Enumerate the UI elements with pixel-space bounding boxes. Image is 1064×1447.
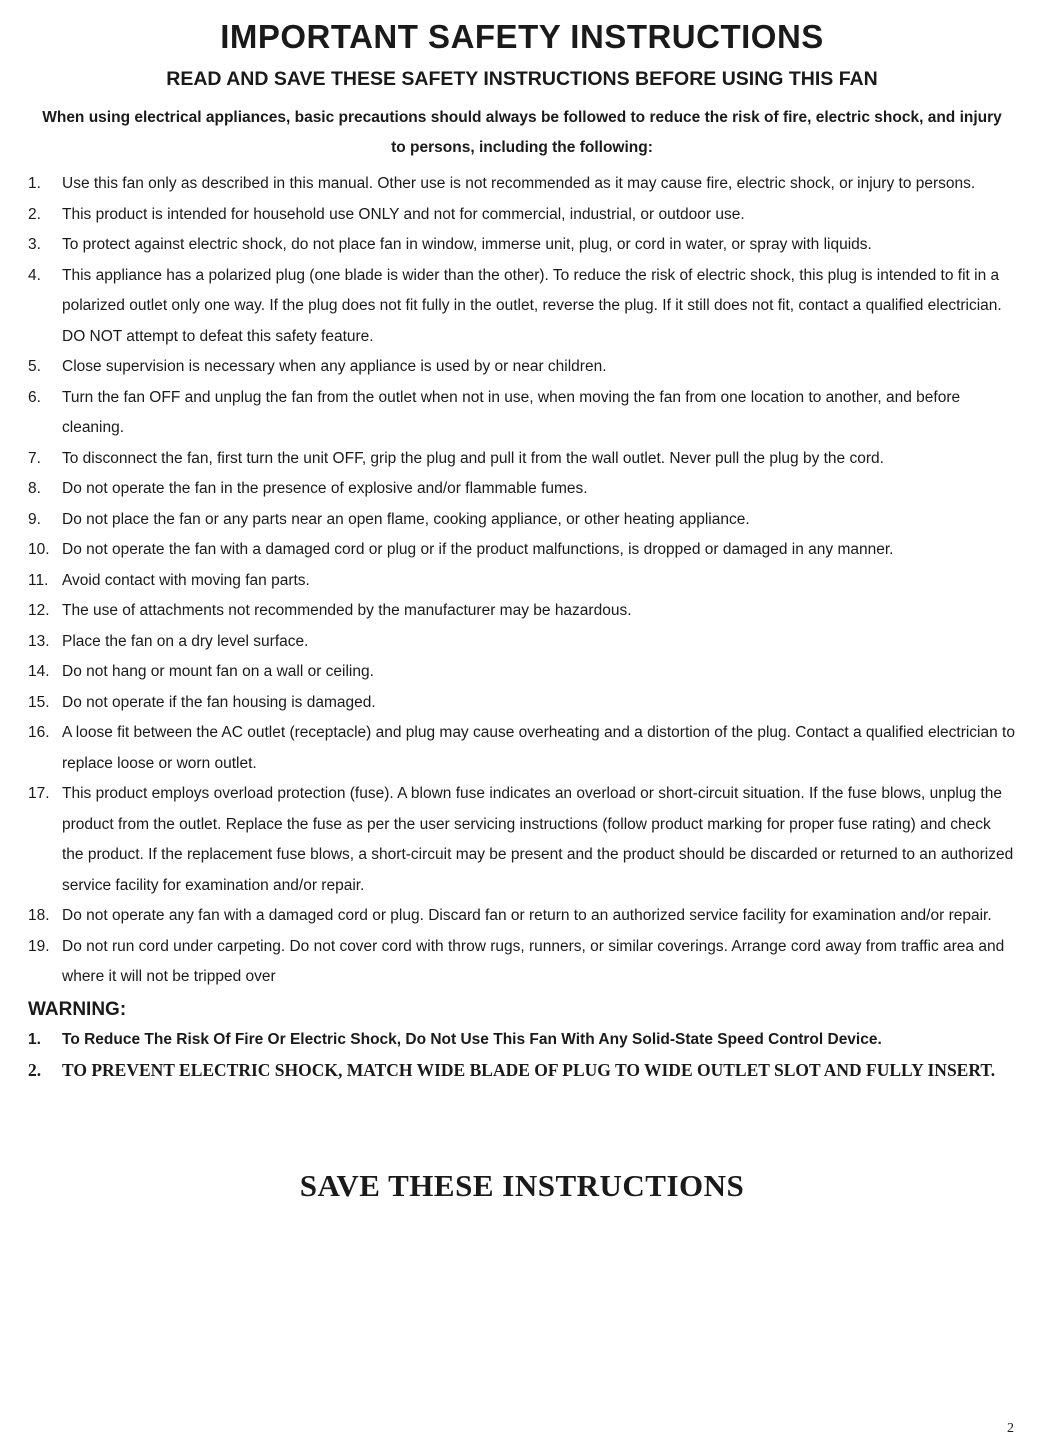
instruction-text: Do not operate any fan with a damaged cord or plug. Discard fan or return to an authorized service facility for examination and/or repair.	[62, 907, 992, 924]
instruction-number: 10.	[28, 541, 50, 558]
instruction-number: 16.	[28, 724, 50, 741]
safety-instruction-item	[28, 261, 1016, 353]
instruction-text: The use of attachments not recommended by the manufacturer may be hazardous.	[62, 602, 632, 619]
safety-instruction-item	[28, 474, 1016, 505]
instruction-text: Do not operate the fan with a damaged cord or plug or if the product malfunctions, is dropped or damaged in any manner.	[62, 541, 894, 558]
warning-item-text: To Reduce The Risk Of Fire Or Electric Shock, Do Not Use This Fan With Any Solid-State Speed Control Device.	[62, 1030, 882, 1048]
page-number: 2	[1007, 1421, 1014, 1436]
instruction-number: 8.	[28, 480, 41, 497]
safety-instruction-item	[28, 444, 1016, 475]
instruction-number: 12.	[28, 602, 50, 619]
warning-item	[28, 1055, 1016, 1086]
instruction-text: Do not operate the fan in the presence of explosive and/or flammable fumes.	[62, 480, 588, 497]
instruction-number: 15.	[28, 693, 50, 711]
intro-text: When using electrical appliances, basic precautions should always be followed to reduce the risk of fire, electric shock, and injury to persons, including the following:	[42, 109, 1002, 156]
instruction-number: 14.	[28, 663, 50, 680]
warning-item-number: 1.	[28, 1030, 41, 1048]
warning-list	[28, 1025, 1016, 1086]
instruction-number: 2.	[28, 205, 41, 223]
instruction-number: 4.	[28, 266, 41, 284]
warning-item-text: TO PREVENT ELECTRIC SHOCK, MATCH WIDE BLADE OF PLUG TO WIDE OUTLET SLOT AND FULLY INSERT.	[62, 1059, 996, 1080]
instruction-text: Do not operate if the fan housing is damaged.	[62, 693, 376, 711]
instruction-text: Avoid contact with moving fan parts.	[62, 571, 310, 589]
safety-instruction-item	[28, 535, 1016, 566]
instruction-text: This appliance has a polarized plug (one blade is wider than the other). To reduce the risk of electric shock, this plug is intended to fit in a polarized outlet only one way. If the plug does not fit fully in the outlet, reverse the plug. If it still does not fit, contact a qualified electrician. DO NOT attempt to defeat this safety feature.	[62, 266, 1002, 345]
warning-heading: WARNING:	[28, 998, 127, 1020]
instruction-number: 9.	[28, 510, 41, 528]
instruction-number: 3.	[28, 236, 41, 253]
safety-instruction-item	[28, 505, 1016, 536]
instruction-text: A loose fit between the AC outlet (receptacle) and plug may cause overheating and a distortion of the plug. Contact a qualified electrician to replace loose or worn outlet.	[62, 724, 1015, 772]
safety-instruction-item	[28, 627, 1016, 658]
instruction-text: Turn the fan OFF and unplug the fan from the outlet when not in use, when moving the fan from one location to another, and before cleaning.	[62, 388, 961, 436]
safety-instruction-item	[28, 200, 1016, 231]
safety-instruction-item	[28, 566, 1016, 597]
instruction-text: To disconnect the fan, first turn the unit OFF, grip the plug and pull it from the wall outlet. Never pull the plug by the cord.	[62, 449, 884, 467]
instruction-text: Do not hang or mount fan on a wall or ceiling.	[62, 663, 374, 680]
safety-instruction-item	[28, 932, 1016, 993]
instruction-text: Use this fan only as described in this manual. Other use is not recommended as it may cause fire, electric shock, or injury to persons.	[62, 175, 976, 192]
page-title: IMPORTANT SAFETY INSTRUCTIONS	[220, 18, 824, 55]
safety-instruction-item	[28, 230, 1016, 261]
instruction-number: 1.	[28, 175, 41, 192]
safety-instructions-list	[28, 169, 1016, 993]
safety-instruction-item	[28, 596, 1016, 627]
instruction-number: 18.	[28, 907, 50, 924]
safety-instruction-item	[28, 169, 1016, 200]
safety-instruction-item	[28, 718, 1016, 779]
safety-instruction-item	[28, 352, 1016, 383]
safety-instruction-item	[28, 779, 1016, 901]
instruction-number: 13.	[28, 632, 50, 650]
instruction-text: This product is intended for household use ONLY and not for commercial, industrial, or outdoor use.	[62, 205, 745, 223]
save-instructions-heading: SAVE THESE INSTRUCTIONS	[299, 1167, 745, 1203]
instruction-number: 17.	[28, 785, 50, 802]
instruction-number: 6.	[28, 388, 41, 406]
warning-item-number: 2.	[28, 1059, 42, 1080]
page-subtitle: READ AND SAVE THESE SAFETY INSTRUCTIONS BEFORE USING THIS FAN	[166, 68, 878, 90]
safety-instruction-item	[28, 657, 1016, 688]
safety-instruction-item	[28, 383, 1016, 444]
instruction-number: 11.	[28, 571, 49, 589]
instruction-text: Close supervision is necessary when any appliance is used by or near children.	[62, 358, 607, 375]
instruction-number: 7.	[28, 449, 41, 467]
instruction-text: Place the fan on a dry level surface.	[62, 632, 309, 650]
instruction-text: This product employs overload protection (fuse). A blown fuse indicates an overload or short-circuit situation. If the fuse blows, unplug the product from the outlet. Replace the fuse as per the user servicing instructions (follow product marking for proper fuse rating) and check the product. If the replacement fuse blows, a short-circuit may be present and the product should be discarded or returned to an authorized service facility for examination and/or repair.	[62, 785, 1014, 894]
instruction-number: 5.	[28, 358, 41, 375]
instruction-text: Do not run cord under carpeting. Do not cover cord with throw rugs, runners, or similar coverings. Arrange cord away from traffic area and where it will not be tripped over	[62, 937, 1005, 985]
safety-instruction-item	[28, 901, 1016, 932]
instruction-text: To protect against electric shock, do not place fan in window, immerse unit, plug, or cord in water, or spray with liquids.	[62, 236, 872, 253]
safety-instruction-item	[28, 688, 1016, 719]
instruction-text: Do not place the fan or any parts near an open flame, cooking appliance, or other heating appliance.	[62, 510, 750, 528]
warning-item	[28, 1025, 1016, 1055]
instruction-number: 19.	[28, 937, 50, 955]
